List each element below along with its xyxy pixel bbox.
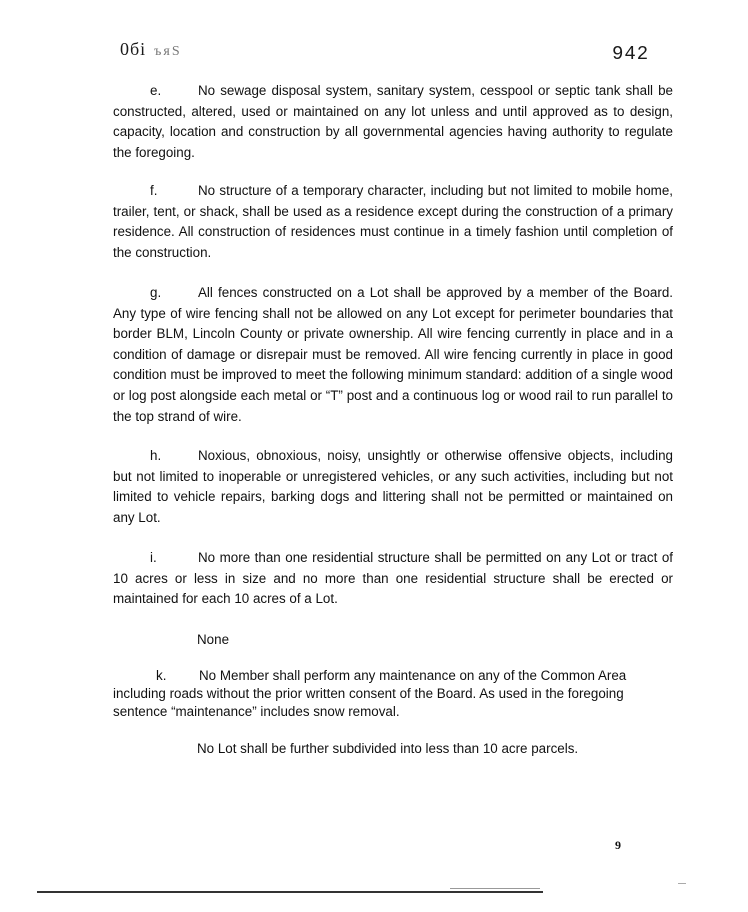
paragraph-label: g. bbox=[150, 285, 162, 300]
paragraph-i bbox=[113, 548, 673, 610]
paragraph-text: No structure of a temporary character, including but not limited to mobile home, trailer, tent, or shack, shall be used as a residence except during the construction of a primary residence. All construction of residences must continue in a timely fashion until completion of the construction. bbox=[113, 183, 673, 260]
header-code: 0бі bbox=[120, 39, 147, 59]
paragraph-text: All fences constructed on a Lot shall be approved by a member of the Board. Any type of wire fencing shall not be allowed on any Lot except for perimeter boundaries that border BLM, Lincoln County or private ownership. All wire fencing currently in place and in a condition of damage or disrepair must be removed. All wire fencing currently in place in good condition must be improved to meet the following minimum standard: addition of a single wood or log post alongside each metal or “T” post and a continuous log or wood rail to run parallel to the top strand of wire. bbox=[113, 285, 673, 424]
paragraph-label: e. bbox=[150, 83, 162, 98]
scan-line-faint bbox=[450, 888, 540, 889]
paragraph-g bbox=[113, 283, 673, 427]
paragraph-k bbox=[113, 667, 633, 721]
paragraph-text: No Member shall perform any maintenance on any of the Common Area including roads without the prior written consent of the Board. As used in the foregoing sentence “maintenance” includes snow removal. bbox=[113, 668, 627, 719]
header-document-code bbox=[120, 39, 182, 60]
paragraph-e bbox=[113, 81, 673, 163]
paragraph-text: Noxious, obnoxious, noisy, unsightly or otherwise offensive objects, including but not limited to inoperable or unregistered vehicles, or any such activities, including but not limited to vehicle repairs, barking dogs and littering shall not be permitted or maintained on any Lot. bbox=[113, 448, 673, 525]
header-code-faint: ъяЅ bbox=[154, 44, 182, 59]
paragraph-l: No Lot shall be further subdivided into less than 10 acre parcels. bbox=[197, 741, 579, 756]
scan-edge-mark bbox=[678, 883, 686, 884]
paragraph-f bbox=[113, 181, 673, 263]
paragraph-j: None bbox=[197, 632, 230, 647]
scan-bottom-line bbox=[37, 891, 543, 893]
paragraph-text: No more than one residential structure shall be permitted on any Lot or tract of 10 acres or less in size and no more than one residential structure shall be erected or maintained for each 10 acres of a Lot. bbox=[113, 550, 673, 607]
paragraph-label: k. bbox=[156, 668, 167, 683]
paragraph-label: i. bbox=[150, 550, 157, 565]
paragraph-label: h. bbox=[150, 448, 162, 463]
header-page-stamp: 942 bbox=[612, 43, 650, 65]
page-number: 9 bbox=[615, 838, 621, 852]
paragraph-label: f. bbox=[150, 183, 158, 198]
paragraph-text: No sewage disposal system, sanitary system, cesspool or septic tank shall be constructed, altered, used or maintained on any lot unless and until approved as to design, capacity, location and construction by all governmental agencies having authority to regulate the foregoing. bbox=[113, 83, 673, 160]
paragraph-h bbox=[113, 446, 673, 528]
